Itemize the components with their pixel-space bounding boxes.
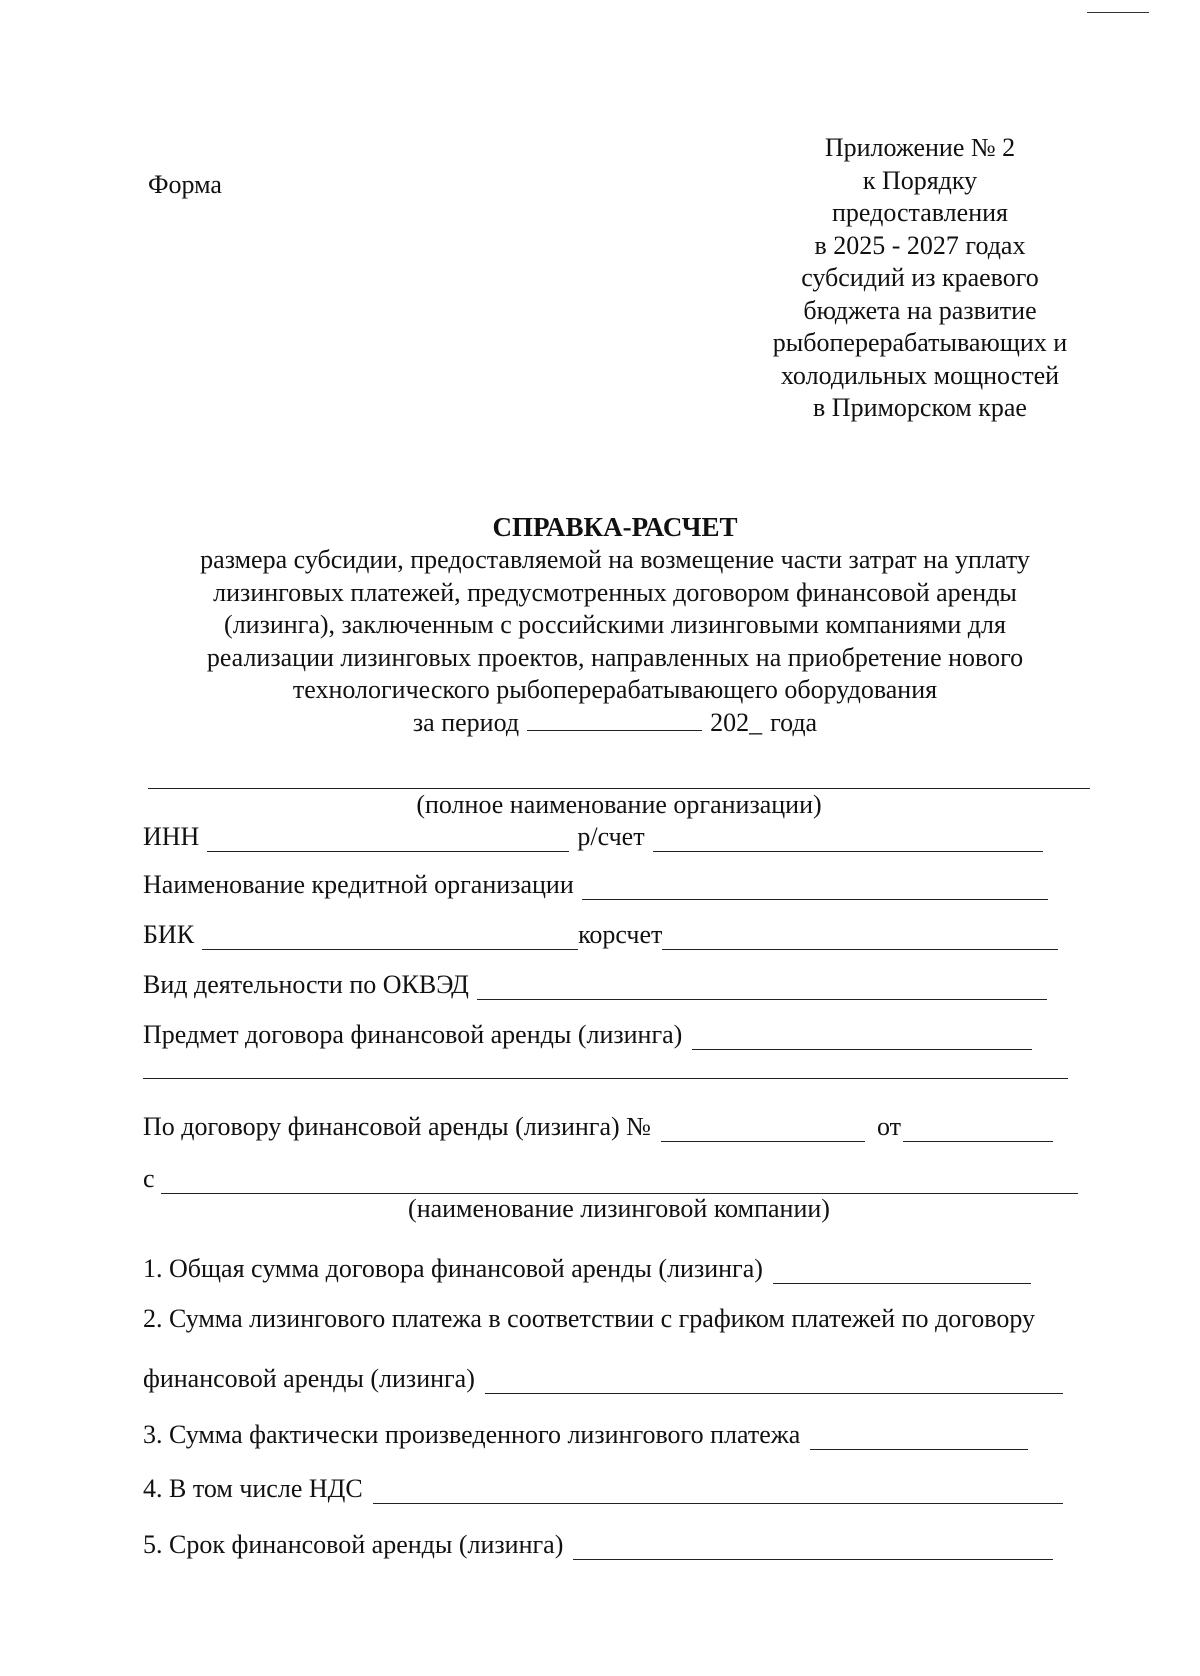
- okved-row: [143, 966, 1047, 1000]
- subtitle-line: (лизинга), заключенным с российскими лизинговыми компаниями для: [224, 610, 1006, 639]
- item-4-field[interactable]: [373, 1477, 1063, 1504]
- inn-field[interactable]: [207, 825, 569, 852]
- item-3-label: 3. Сумма фактически произведенного лизингового платежа: [143, 1420, 801, 1449]
- corr-account-field[interactable]: [662, 923, 1058, 950]
- contract-row: [143, 1108, 1053, 1142]
- organization-name-field[interactable]: [148, 788, 1090, 789]
- appendix-block: [740, 132, 1100, 425]
- contract-date-label: от: [876, 1112, 901, 1141]
- company-caption: (наименование лизинговой компании): [408, 1194, 830, 1223]
- account-label: р/счет: [577, 822, 645, 851]
- item-1-label: 1. Общая сумма договора финансовой аренды (лизинга): [143, 1254, 763, 1283]
- appendix-line: бюджета на развитие: [803, 295, 1037, 325]
- subtitle-line: лизинговых платежей, предусмотренных договором финансовой аренды: [213, 577, 1017, 607]
- subtitle-line: технологического рыбоперерабатывающего оборудования: [292, 675, 938, 704]
- bank-name-field[interactable]: [582, 873, 1048, 900]
- inn-label: ИНН: [143, 822, 200, 851]
- inn-row: [143, 818, 1043, 852]
- bank-name-label: Наименование кредитной организации: [143, 870, 574, 899]
- item-5-row: [143, 1526, 1053, 1560]
- bik-row: [143, 916, 1058, 950]
- company-row: [143, 1160, 1078, 1194]
- lease-subject-field[interactable]: [692, 1023, 1032, 1050]
- appendix-line: в 2025 - 2027 годах: [814, 230, 1026, 260]
- item-5-field[interactable]: [573, 1533, 1053, 1560]
- organization-caption: (полное наименование организации): [416, 790, 822, 819]
- contract-number-field[interactable]: [661, 1115, 865, 1142]
- bank-row: [143, 866, 1048, 900]
- item-1-row: [143, 1250, 1031, 1284]
- bik-label: БИК: [143, 920, 195, 949]
- appendix-line: Приложение № 2: [824, 133, 1016, 162]
- appendix-line: холодильных мощностей: [780, 360, 1060, 390]
- appendix-line: к Порядку: [862, 165, 978, 195]
- document-title: СПРАВКА-РАСЧЕТ: [492, 512, 738, 542]
- appendix-line: рыбоперерабатывающих и: [772, 328, 1068, 357]
- item-2-cont-row: [143, 1360, 1063, 1394]
- period-field[interactable]: [527, 708, 702, 731]
- corr-account-label: корсчет: [578, 920, 663, 949]
- lease-subject-row: [143, 1016, 1032, 1050]
- period-prefix: за период: [412, 707, 520, 737]
- period-year: 202_: [710, 707, 763, 737]
- item-3-row: [143, 1416, 1028, 1450]
- item-5-label: 5. Срок финансовой аренды (лизинга): [143, 1530, 564, 1559]
- period-suffix: года: [770, 707, 818, 737]
- subtitle-line: реализации лизинговых проектов, направленных на приобретение нового: [206, 642, 1024, 672]
- item-4-label: 4. В том числе НДС: [143, 1474, 363, 1503]
- period-line: [120, 707, 1110, 740]
- item-2-label: 2. Сумма лизингового платежа в соответствии с графиком платежей по договору: [143, 1304, 1036, 1333]
- corner-mark: [1087, 12, 1149, 13]
- lease-subject-continuation-field[interactable]: [143, 1078, 1068, 1079]
- bik-field[interactable]: [202, 923, 578, 950]
- subtitle-line: размера субсидии, предоставляемой на возмещение части затрат на уплату: [200, 545, 1030, 574]
- item-2-field[interactable]: [485, 1367, 1063, 1394]
- leasing-company-field[interactable]: [161, 1167, 1078, 1194]
- item-1-field[interactable]: [773, 1257, 1031, 1284]
- item-2-label-cont: финансовой аренды (лизинга): [143, 1364, 475, 1393]
- lease-subject-label: Предмет договора финансовой аренды (лизинга): [143, 1020, 683, 1049]
- appendix-line: в Приморском крае: [813, 393, 1027, 422]
- item-3-field[interactable]: [810, 1423, 1028, 1450]
- contract-number-label: По договору финансовой аренды (лизинга) №: [143, 1112, 651, 1141]
- appendix-line: субсидий из краевого: [801, 263, 1039, 292]
- contract-date-field[interactable]: [903, 1115, 1053, 1142]
- title-block: [120, 510, 1110, 739]
- account-field[interactable]: [653, 825, 1043, 852]
- item-2-row: [143, 1300, 1035, 1334]
- okved-field[interactable]: [477, 973, 1047, 1000]
- okved-label: Вид деятельности по ОКВЭД: [143, 970, 469, 999]
- company-prefix-label: с: [143, 1164, 155, 1193]
- item-4-row: [143, 1470, 1063, 1504]
- form-label: Форма: [148, 170, 222, 199]
- appendix-line: предоставления: [832, 198, 1008, 227]
